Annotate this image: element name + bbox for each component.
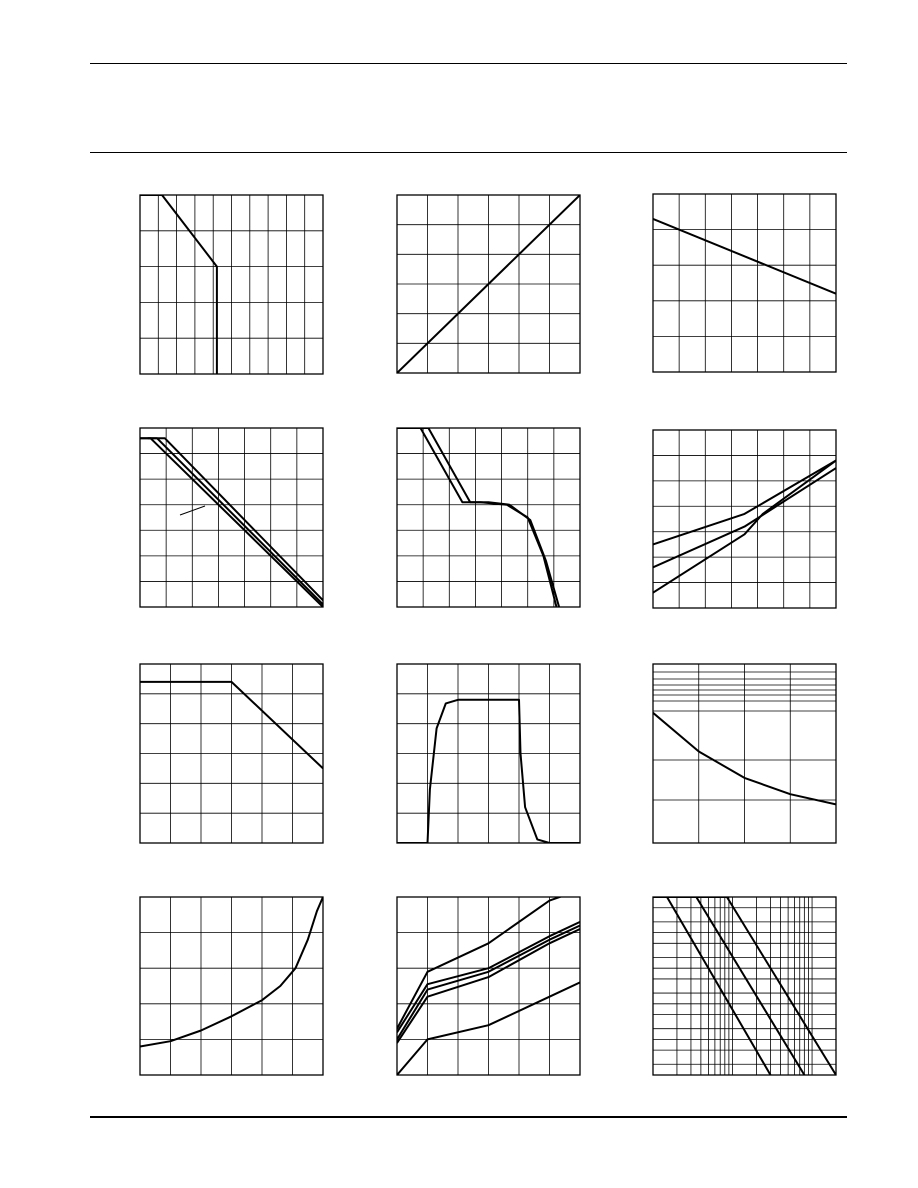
chart-5-frame [397, 428, 580, 607]
chart-11 [397, 890, 580, 1075]
chart-1-series-1 [140, 195, 217, 374]
chart-3 [653, 194, 836, 372]
chart-6 [653, 430, 836, 608]
chart-9-grid [653, 664, 836, 843]
chart-10 [140, 897, 323, 1075]
chart-12-series-3 [696, 897, 836, 1075]
chart-11-grid [397, 897, 580, 1075]
chart-5-grid [397, 428, 580, 607]
chart-5-series-1 [397, 428, 557, 607]
chart-6-frame [653, 430, 836, 608]
chart-3-series-1 [653, 219, 836, 294]
chart-10-grid [140, 897, 323, 1075]
chart-7 [140, 664, 323, 843]
chart-6-grid [653, 430, 836, 608]
chart-8-grid [397, 664, 580, 843]
chart-12-grid [653, 897, 836, 1075]
chart-6-series-2 [653, 468, 836, 567]
chart-8 [397, 664, 580, 843]
chart-2 [397, 195, 580, 373]
chart-7-grid [140, 664, 323, 843]
chart-1 [140, 195, 323, 374]
chart-5-series-2 [397, 428, 559, 607]
chart-12 [653, 897, 836, 1075]
chart-12-series-2 [667, 897, 804, 1075]
chart-1-grid [140, 195, 323, 374]
chart-5 [397, 428, 580, 607]
chart-9 [653, 664, 836, 843]
chart-4 [140, 428, 330, 607]
